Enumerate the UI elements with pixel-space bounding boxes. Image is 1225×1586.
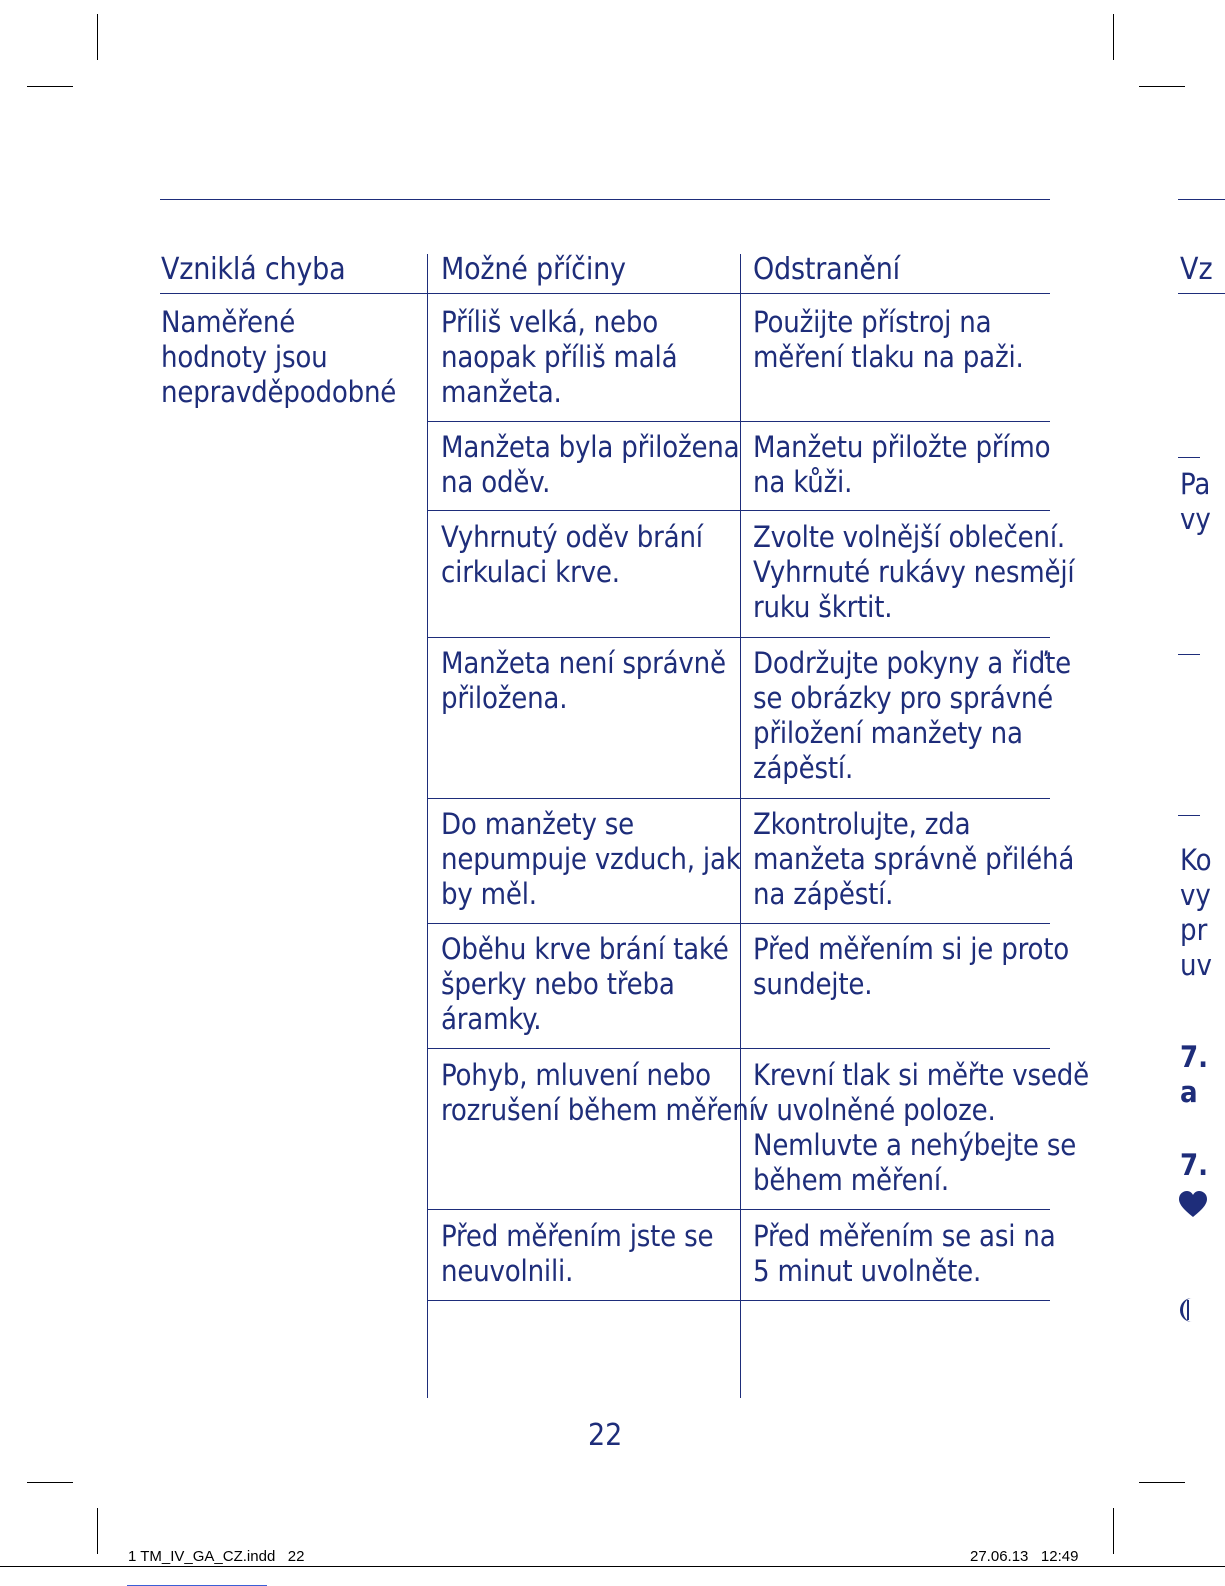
heart-icon <box>1178 1190 1208 1220</box>
edge-rule <box>1178 457 1200 458</box>
fix-cell: Před měřením se asi na 5 minut uvolněte. <box>753 1219 1056 1288</box>
fix-cell: Dodržujte pokyny a řiďte se obrázky pro správné přiložení manžety na zápěstí. <box>753 646 1071 785</box>
crop-mark <box>1113 1508 1114 1554</box>
fix-cell: Krevní tlak si měřte vsedě v uvolněné poloze. Nemluvte a nehýbejte se během měření. <box>753 1058 1090 1197</box>
edge-header: Vz <box>1180 252 1213 287</box>
cause-cell: Příliš velká, nebo naopak příliš malá manžeta. <box>441 305 678 409</box>
row-rule <box>428 637 1050 638</box>
column-rule <box>427 254 428 1398</box>
fix-cell: Manžetu přiložte přímo na kůži. <box>753 430 1051 499</box>
top-rule <box>160 199 1050 200</box>
crop-line <box>0 1566 1225 1567</box>
header-fix: Odstranění <box>753 252 900 287</box>
page-number: 22 <box>588 1418 623 1453</box>
row-rule <box>428 421 1050 422</box>
crop-mark <box>27 86 73 87</box>
row-rule <box>428 510 1050 511</box>
edge-paragraph: Pa vy <box>1180 467 1211 536</box>
header-error: Vzniklá chyba <box>161 252 346 287</box>
crop-mark <box>97 1508 98 1554</box>
crop-mark <box>1139 86 1185 87</box>
row-rule <box>428 1300 1050 1301</box>
edge-heading: 7. a <box>1180 1040 1209 1109</box>
crop-mark <box>97 14 98 60</box>
fix-cell: Zvolte volnější oblečení. Vyhrnuté rukávy nesmějí ruku škrtit. <box>753 520 1075 624</box>
edge-rule <box>1178 199 1225 200</box>
edge-rule <box>1178 654 1200 655</box>
cause-cell: Manžeta byla přiložena na oděv. <box>441 430 740 499</box>
row-rule <box>428 798 1050 799</box>
edge-paragraph: Ko vy pr uv <box>1180 843 1212 982</box>
cause-cell: Manžeta není správně přiložena. <box>441 646 726 715</box>
fix-cell: Před měřením si je proto sundejte. <box>753 932 1070 1001</box>
fix-cell: Použijte přístroj na měření tlaku na paži. <box>753 305 1024 374</box>
slug-file: 1 TM_IV_GA_CZ.indd 22 <box>128 1548 305 1565</box>
crop-mark <box>1139 1482 1185 1483</box>
crop-mark <box>27 1482 73 1483</box>
cause-cell: Vyhrnutý oděv brání cirkulaci krve. <box>441 520 703 589</box>
cause-cell: Oběhu krve brání také šperky nebo třeba áramky. <box>441 932 729 1036</box>
cause-cell: Před měřením jste se neuvolnili. <box>441 1219 714 1288</box>
header-causes: Možné příčiny <box>441 252 626 287</box>
cause-cell: Do manžety se nepumpuje vzduch, jak by měl. <box>441 807 741 911</box>
crop-mark <box>1113 14 1114 60</box>
slug-date: 27.06.13 12:49 <box>970 1548 1079 1565</box>
row-rule <box>428 1209 1050 1210</box>
cause-cell: Pohyb, mluvení nebo rozrušení během měření. <box>441 1058 764 1127</box>
header-rule <box>160 293 1050 294</box>
edge-heading: 7. <box>1180 1148 1209 1182</box>
row-rule <box>428 923 1050 924</box>
edge-rule <box>1178 293 1225 294</box>
fix-cell: Zkontrolujte, zda manžeta správně přiléhá na zápěstí. <box>753 807 1075 911</box>
crescent-icon <box>1178 1296 1204 1324</box>
edge-rule <box>1178 815 1200 816</box>
row-rule <box>428 1048 1050 1049</box>
error-text: Naměřené hodnoty jsou nepravděpodobné <box>161 305 397 409</box>
